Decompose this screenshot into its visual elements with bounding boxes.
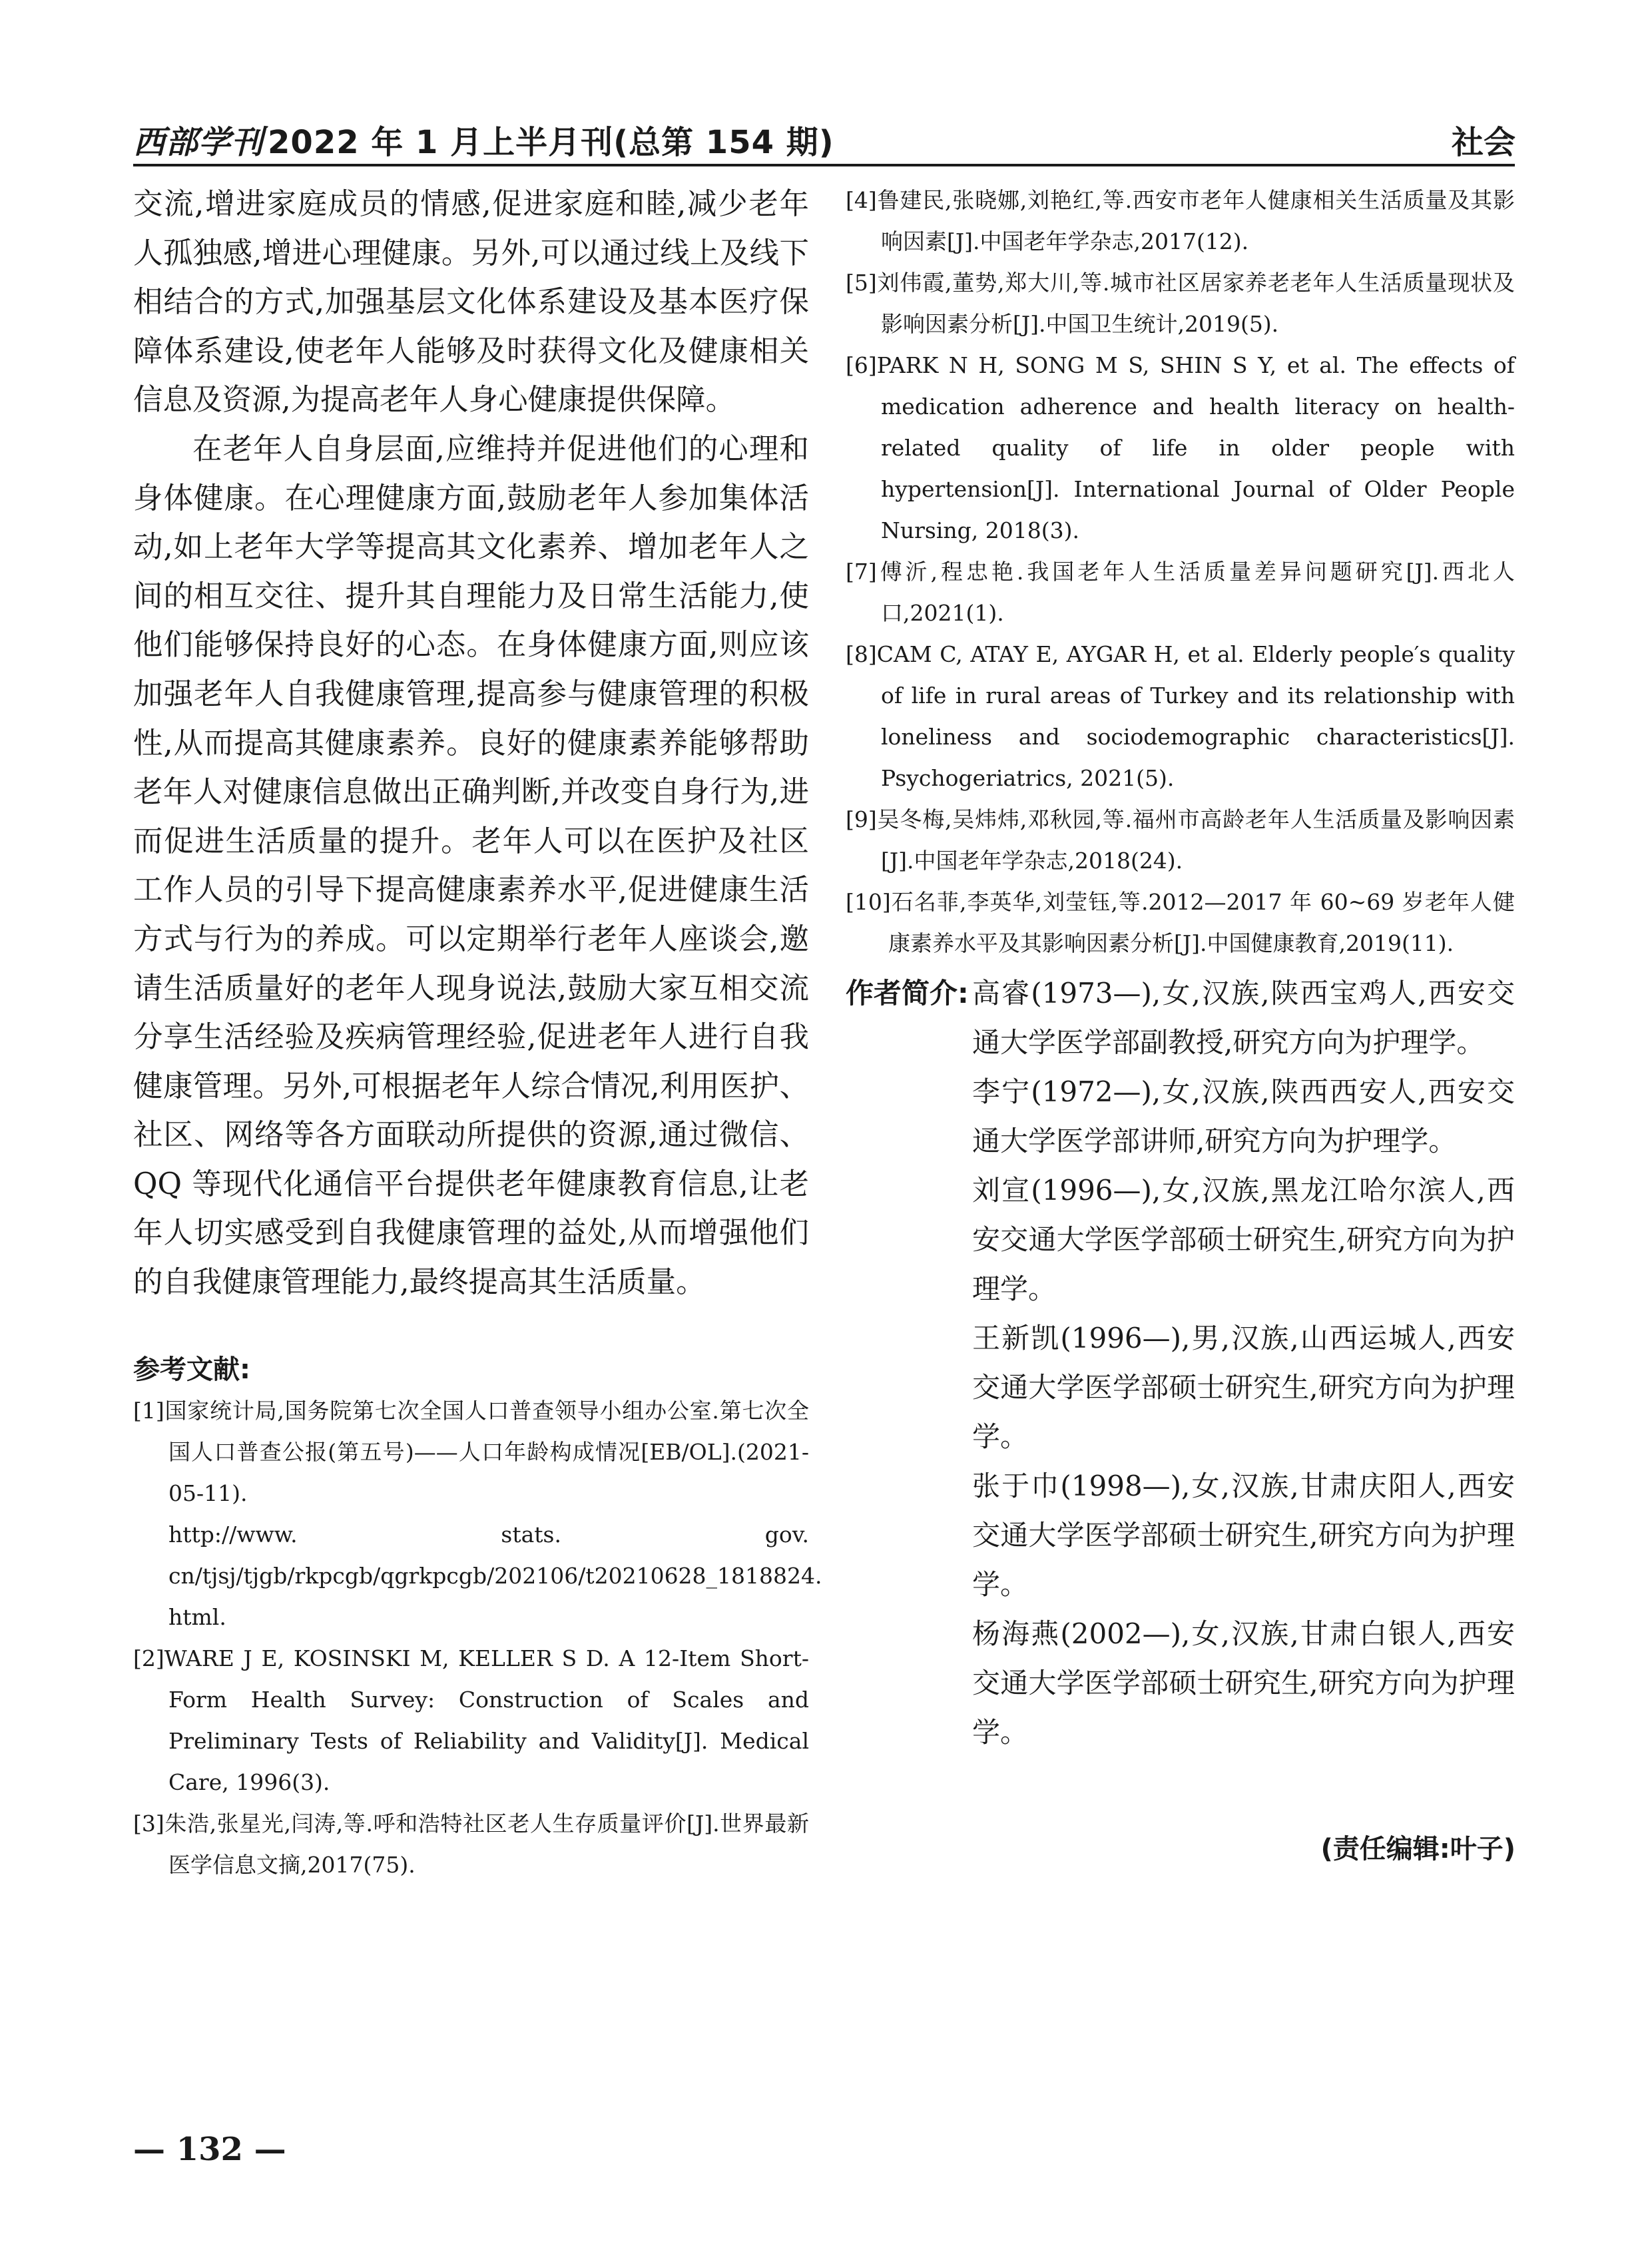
reference-item: [1]国家统计局,国务院第七次全国人口普查领导小组办公室.第七次全国人口普查公报(第五号)——人口年龄构成情况[EB/OL].(2021-05-11). — [133, 1397, 809, 1506]
reference-item: [9]吴冬梅,吴炜炜,邓秋园,等.福州市高龄老年人生活质量及影响因素[J].中国老年学杂志,2018(24). — [846, 806, 1515, 874]
reference-item: [2]WARE J E, KOSINSKI M, KELLER S D. A 12-Item Short-Form Health Survey: Construction of Scales and Preliminary Tests of Reliability and Validity[J]. Medical Care, 1996(3). — [133, 1645, 809, 1795]
editor-credit: (责任编辑:叶子) — [1320, 1834, 1515, 1864]
page-number: — 132 — — [133, 2131, 286, 2168]
reference-item: [8]CAM C, ATAY E, AYGAR H, et al. Elderly people′s quality of life in rural areas of Turkey and its relationship with loneliness and sociodemographic characteristics[J]. Psychogeriatrics, 2021(5). — [846, 641, 1515, 791]
author-bio: 杨海燕(2002—),女,汉族,甘肃白银人,西安交通大学医学部硕士研究生,研究方向为护理学。 — [972, 1617, 1515, 1749]
author-heading: 作者简介: — [846, 977, 969, 1009]
right-column — [846, 180, 1515, 964]
author-bio: 高睿(1973—),女,汉族,陕西宝鸡人,西安交通大学医学部副教授,研究方向为护理学。 — [972, 977, 1515, 1059]
references-heading: 参考文献: — [133, 1354, 250, 1385]
body-paragraph: 在老年人自身层面,应维持并促进他们的心理和身体健康。在心理健康方面,鼓励老年人参加集体活动,如上老年大学等提高其文化素养、增加老年人之间的相互交往、提升其自理能力及日常生活能力,使他们能够保持良好的心态。在身体健康方面,则应该加强老年人自我健康管理,提高参与健康管理的积极性,从而提高其健康素养。良好的健康素养能够帮助老年人对健康信息做出正确判断,并改变自身行为,进而促进生活质量的提升。老年人可以在医护及社区工作人员的引导下提高健康素养水平,促进健康生活方式与行为的养成。可以定期举行老年人座谈会,邀请生活质量好的老年人现身说法,鼓励大家互相交流分享生活经验及疾病管理经验,促进老年人进行自我健康管理。另外,可根据老年人综合情况,利用医护、社区、网络等各方面联动所提供的资源,通过微信、QQ 等现代化通信平台提供老年健康教育信息,让老年人切实感受到自我健康管理的益处,从而增强他们的自我健康管理能力,最终提高其生活质量。 — [133, 431, 809, 1300]
journal-header — [133, 117, 834, 162]
header-rule — [133, 164, 1515, 166]
reference-url: http://www. stats. gov. cn/tjsj/tjgb/rkpcgb/qgrkpcgb/202106/t20210628_1818824. html. — [168, 1521, 822, 1630]
reference-item: [3]朱浩,张星光,闫涛,等.呼和浩特社区老人生存质量评价[J].世界最新医学信息文摘,2017(75). — [133, 1810, 809, 1878]
journal-logo: 西部学刊 — [133, 124, 264, 161]
reference-item: [7]傅沂,程忠艳.我国老年人生活质量差异问题研究[J].西北人口,2021(1). — [846, 559, 1515, 626]
reference-item: [6]PARK N H, SONG M S, SHIN S Y, et al. The effects of medication adherence and health literacy on health-related quality of life in older people with hypertension[J]. International Journal of Older People Nursing, 2018(3). — [846, 352, 1515, 543]
author-bios — [846, 969, 1515, 1757]
issue-info: 2022 年 1 月上半月刊(总第 154 期) — [268, 124, 834, 161]
left-column — [133, 180, 822, 1886]
section-label: 社会 — [1451, 124, 1515, 161]
author-bio: 张于巾(1998—),女,汉族,甘肃庆阳人,西安交通大学医学部硕士研究生,研究方向为护理学。 — [972, 1470, 1515, 1601]
reference-item: [10]石名菲,李英华,刘莹钰,等.2012—2017 年 60~69 岁老年人健康素养水平及其影响因素分析[J].中国健康教育,2019(11). — [846, 889, 1515, 956]
reference-item: [4]鲁建民,张晓娜,刘艳红,等.西安市老年人健康相关生活质量及其影响因素[J].中国老年学杂志,2017(12). — [846, 187, 1515, 254]
author-bio: 刘宣(1996—),女,汉族,黑龙江哈尔滨人,西安交通大学医学部硕士研究生,研究方向为护理学。 — [972, 1174, 1515, 1305]
body-paragraph: 交流,增进家庭成员的情感,促进家庭和睦,减少老年人孤独感,增进心理健康。另外,可以通过线上及线下相结合的方式,加强基层文化体系建设及基本医疗保障体系建设,使老年人能够及时获得文化及健康相关信息及资源,为提高老年人身心健康提供保障。 — [133, 187, 809, 418]
author-bio: 李宁(1972—),女,汉族,陕西西安人,西安交通大学医学部讲师,研究方向为护理学。 — [972, 1075, 1515, 1157]
reference-item: [5]刘伟霞,董势,郑大川,等.城市社区居家养老老年人生活质量现状及影响因素分析[J].中国卫生统计,2019(5). — [846, 270, 1515, 337]
author-bio: 王新凯(1996—),男,汉族,山西运城人,西安交通大学医学部硕士研究生,研究方向为护理学。 — [972, 1322, 1515, 1453]
